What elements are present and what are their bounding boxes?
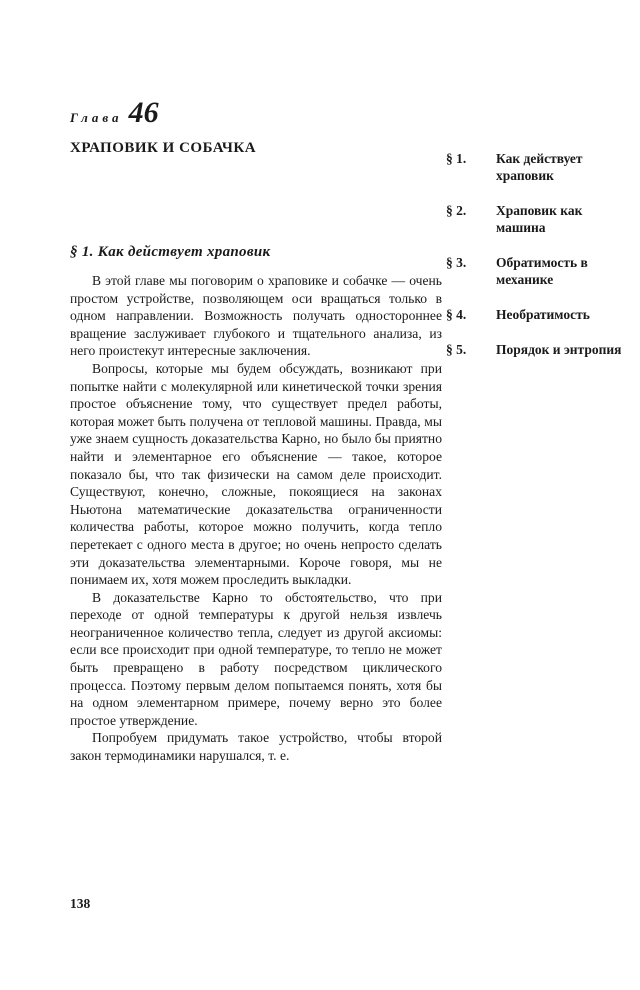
toc-item-title: Храповик как машина <box>496 203 583 235</box>
paragraph: В доказательстве Карно то обстоятельство, что при переходе от одной температуры к другой нельзя извлечь неограниченное количество тепла, следует из другой аксиомы: если все происходит при одной температуре, то тепло не может быть превращено в работу посредством циклического процесса. Поэтому первым делом попытаемся понять, хотя бы на одном элементарном примере, почему верно это более простое утверждение. <box>70 589 442 728</box>
toc-item-title: Как действует храповик <box>496 151 583 183</box>
paragraph: В этой главе мы поговорим о храповике и собачке — очень простом устройстве, позволяющем оси вращаться только в одном направлении. Возможность получать одностороннее вращение заслуживает глубокого и тщательного анализа, из него проистекут интересные заключения. <box>70 273 442 359</box>
toc-item <box>446 254 624 288</box>
section-heading: § 1. Как действует храповик <box>70 244 271 260</box>
chapter-title: ХРАПОВИК И СОБАЧКА <box>70 140 257 156</box>
toc-item-number: § 4. <box>446 307 467 322</box>
toc-item <box>446 341 624 358</box>
toc-item-number: § 5. <box>446 342 467 357</box>
chapter-word: Глава <box>70 110 123 125</box>
toc-item-title: Порядок и энтропия <box>496 342 622 357</box>
toc-item <box>446 202 624 236</box>
chapter-number: 46 <box>128 96 159 129</box>
paragraph: Вопросы, которые мы будем обсуждать, возникают при попытке найти с молекулярной или кинетической точки зрения простое объяснение тому, что существует предел работы, которая может быть получена от тепловой машины. Правда, мы уже знаем сущность доказательства Карно, но было бы приятно найти и элементарное его объяснение — такое, которое показало бы, что так физически на самом деле происходит. Существуют, конечно, сложные, покоящиеся на законах Ньютона математические доказательства ограниченности количества работы, которое можно получить, когда тепло перетекает с одного места в другое; но очень непросто сделать эти доказательства элементарными. Короче говоря, мы не понимаем их, хотя можем проследить выкладки. <box>70 360 442 588</box>
chapter-label <box>70 96 159 130</box>
toc-item-number: § 3. <box>446 255 467 270</box>
toc-item <box>446 150 624 184</box>
body-text <box>70 272 442 765</box>
toc-item-title: Необратимость <box>496 307 590 322</box>
toc-item <box>446 306 624 323</box>
toc-item-title: Обратимость в механике <box>496 255 588 287</box>
paragraph: Попробуем придумать такое устройство, чтобы второй закон термодинамики нарушался, т. е. <box>70 730 442 764</box>
toc-item-number: § 1. <box>446 151 467 166</box>
toc-item-number: § 2. <box>446 203 467 218</box>
chapter-contents <box>446 150 624 376</box>
page-number: 138 <box>70 896 91 911</box>
